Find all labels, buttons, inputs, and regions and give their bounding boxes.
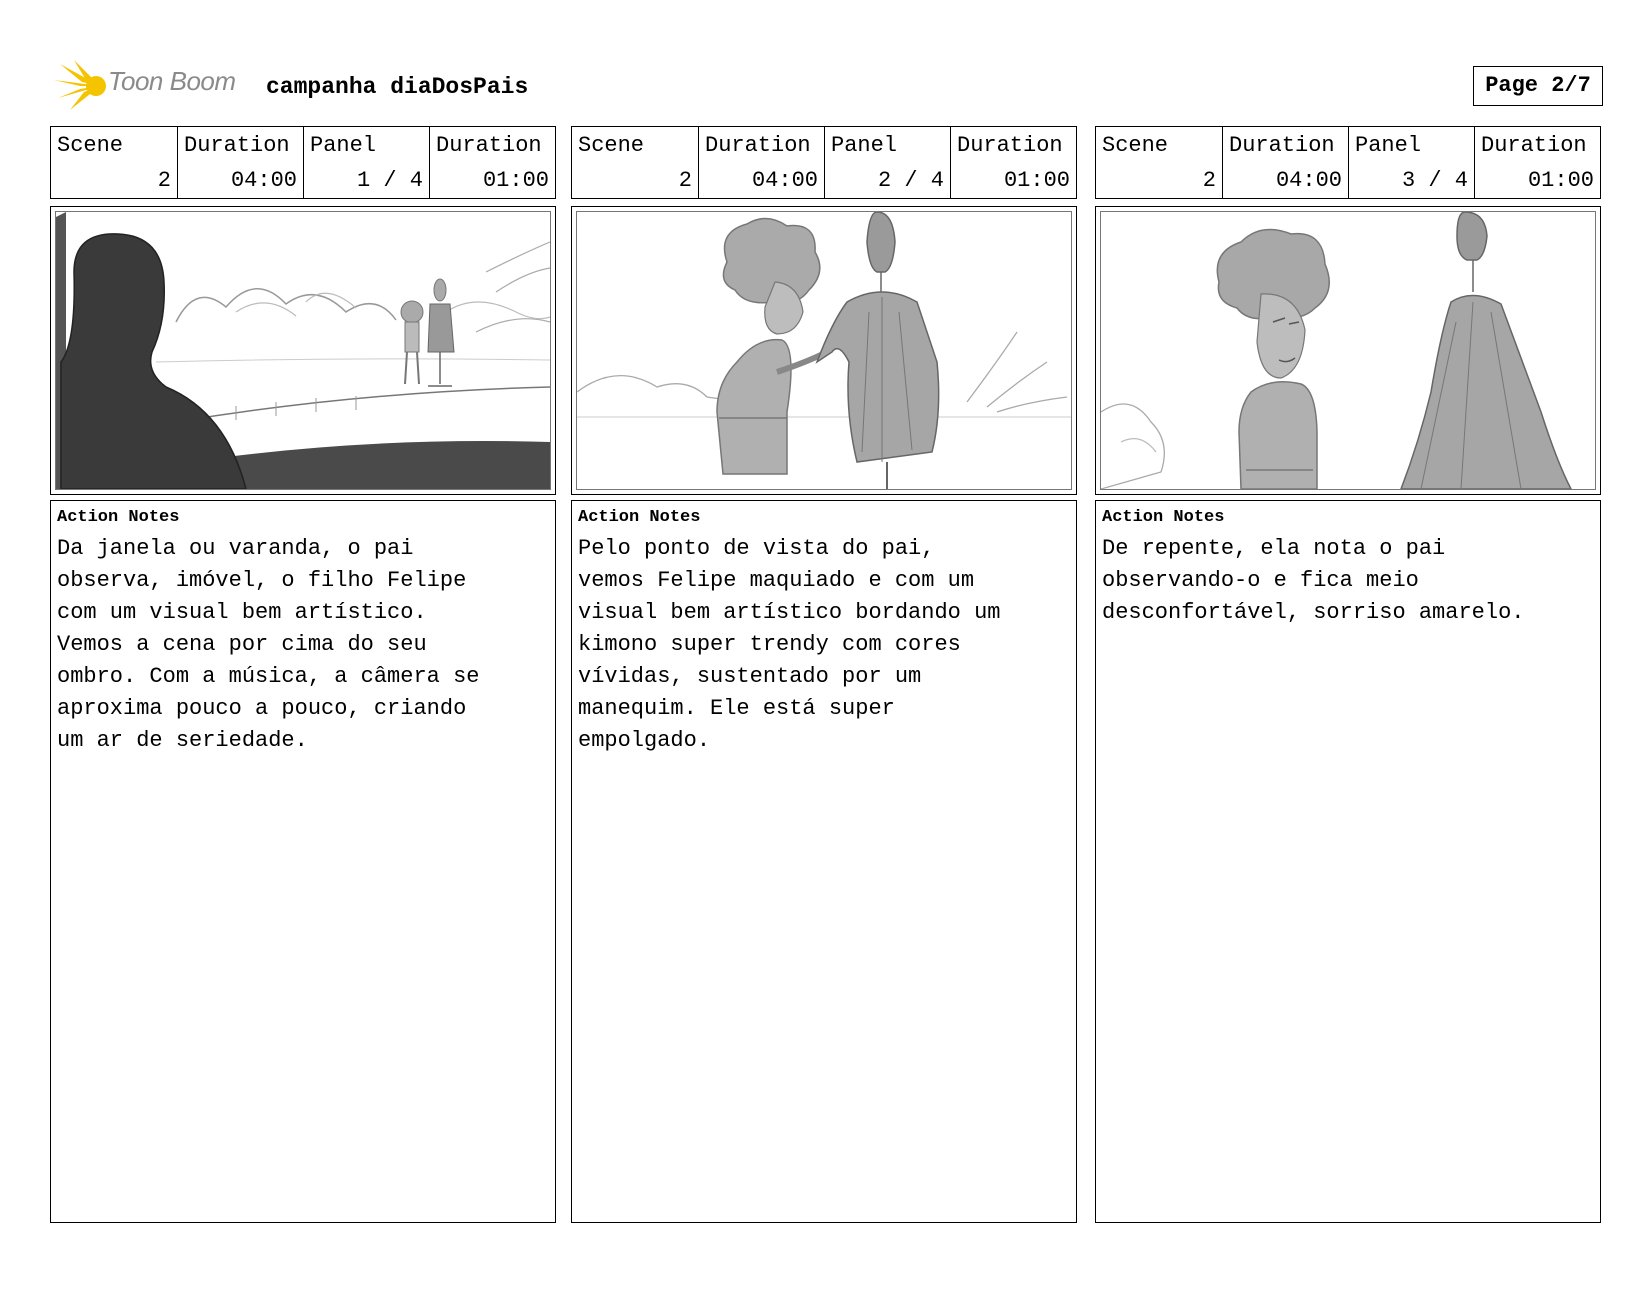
- sketch-felipe-awkward-smile: [1101, 212, 1595, 489]
- project-title: campanha diaDosPais: [266, 74, 529, 100]
- scene-label: Scene: [1102, 133, 1169, 158]
- scene-cell: [1096, 127, 1222, 198]
- panel-sketch-frame: [1095, 206, 1601, 495]
- panel-info-header: [571, 126, 1077, 199]
- action-notes-text: Pelo ponto de vista do pai, vemos Felipe maquiado e com um visual bem artístico bordando um kimono super trendy com cores vívidas, sustentado por um manequim. Ele está super empolgado.: [578, 536, 1001, 753]
- duration-label: Duration: [1229, 133, 1335, 158]
- action-notes-box: [50, 500, 556, 1223]
- panel-duration-cell: [950, 127, 1076, 198]
- toon-boom-logo: [52, 58, 248, 114]
- scene-duration-value: 04:00: [230, 168, 297, 193]
- panel-cell: [1348, 127, 1474, 198]
- action-notes-text: De repente, ela nota o pai observando-o e fica meio desconfortável, sorriso amarelo.: [1102, 536, 1525, 625]
- action-notes-label: Action Notes: [57, 508, 180, 527]
- action-notes-label: Action Notes: [1102, 508, 1225, 527]
- scene-duration-value: 04:00: [751, 168, 818, 193]
- sun-burst-icon: [52, 58, 112, 114]
- duration-label: Duration: [184, 133, 290, 158]
- scene-cell: [572, 127, 698, 198]
- panel-value: 1 / 4: [356, 168, 423, 193]
- panel-cell: [303, 127, 429, 198]
- logo-wordmark: Toon Boom: [108, 66, 236, 96]
- panel-sketch-frame: [50, 206, 556, 495]
- scene-duration-value: 04:00: [1275, 168, 1342, 193]
- panel-label: Panel: [310, 133, 377, 158]
- panel-label: Panel: [1355, 133, 1422, 158]
- duration-label: Duration: [957, 133, 1063, 158]
- action-notes-box: [571, 500, 1077, 1223]
- panel-column-2: [571, 126, 1077, 1223]
- panel-label: Panel: [831, 133, 898, 158]
- scene-duration-cell: [1222, 127, 1348, 198]
- sketch-felipe-mannequin: [577, 212, 1071, 489]
- scene-duration-cell: [177, 127, 303, 198]
- action-notes-box: [1095, 500, 1601, 1223]
- panel-column-1: [50, 126, 556, 1223]
- duration-label: Duration: [705, 133, 811, 158]
- scene-value: 2: [1202, 168, 1216, 193]
- panel-sketch-frame: [571, 206, 1077, 495]
- scene-value: 2: [678, 168, 692, 193]
- duration-label: Duration: [1481, 133, 1587, 158]
- scene-cell: [51, 127, 177, 198]
- panel-duration-value: 01:00: [482, 168, 549, 193]
- panel-duration-value: 01:00: [1527, 168, 1594, 193]
- panel-info-header: [50, 126, 556, 199]
- scene-label: Scene: [578, 133, 645, 158]
- panel-cell: [824, 127, 950, 198]
- panel-duration-value: 01:00: [1003, 168, 1070, 193]
- duration-label: Duration: [436, 133, 542, 158]
- panel-duration-cell: [429, 127, 555, 198]
- action-notes-label: Action Notes: [578, 508, 701, 527]
- panel-duration-cell: [1474, 127, 1600, 198]
- action-notes-text: Da janela ou varanda, o pai observa, imóvel, o filho Felipe com um visual bem artístico. Vemos a cena por cima do seu ombro. Com a música, a câmera se aproxima pouco a pouco, criando um ar de seriedade.: [57, 536, 480, 753]
- panel-value: 3 / 4: [1401, 168, 1468, 193]
- panel-column-3: [1095, 126, 1601, 1223]
- sketch-father-window-view: [56, 212, 550, 489]
- page-indicator: Page 2/7: [1473, 66, 1603, 106]
- panel-value: 2 / 4: [877, 168, 944, 193]
- panel-info-header: [1095, 126, 1601, 199]
- scene-label: Scene: [57, 133, 124, 158]
- scene-value: 2: [157, 168, 171, 193]
- scene-duration-cell: [698, 127, 824, 198]
